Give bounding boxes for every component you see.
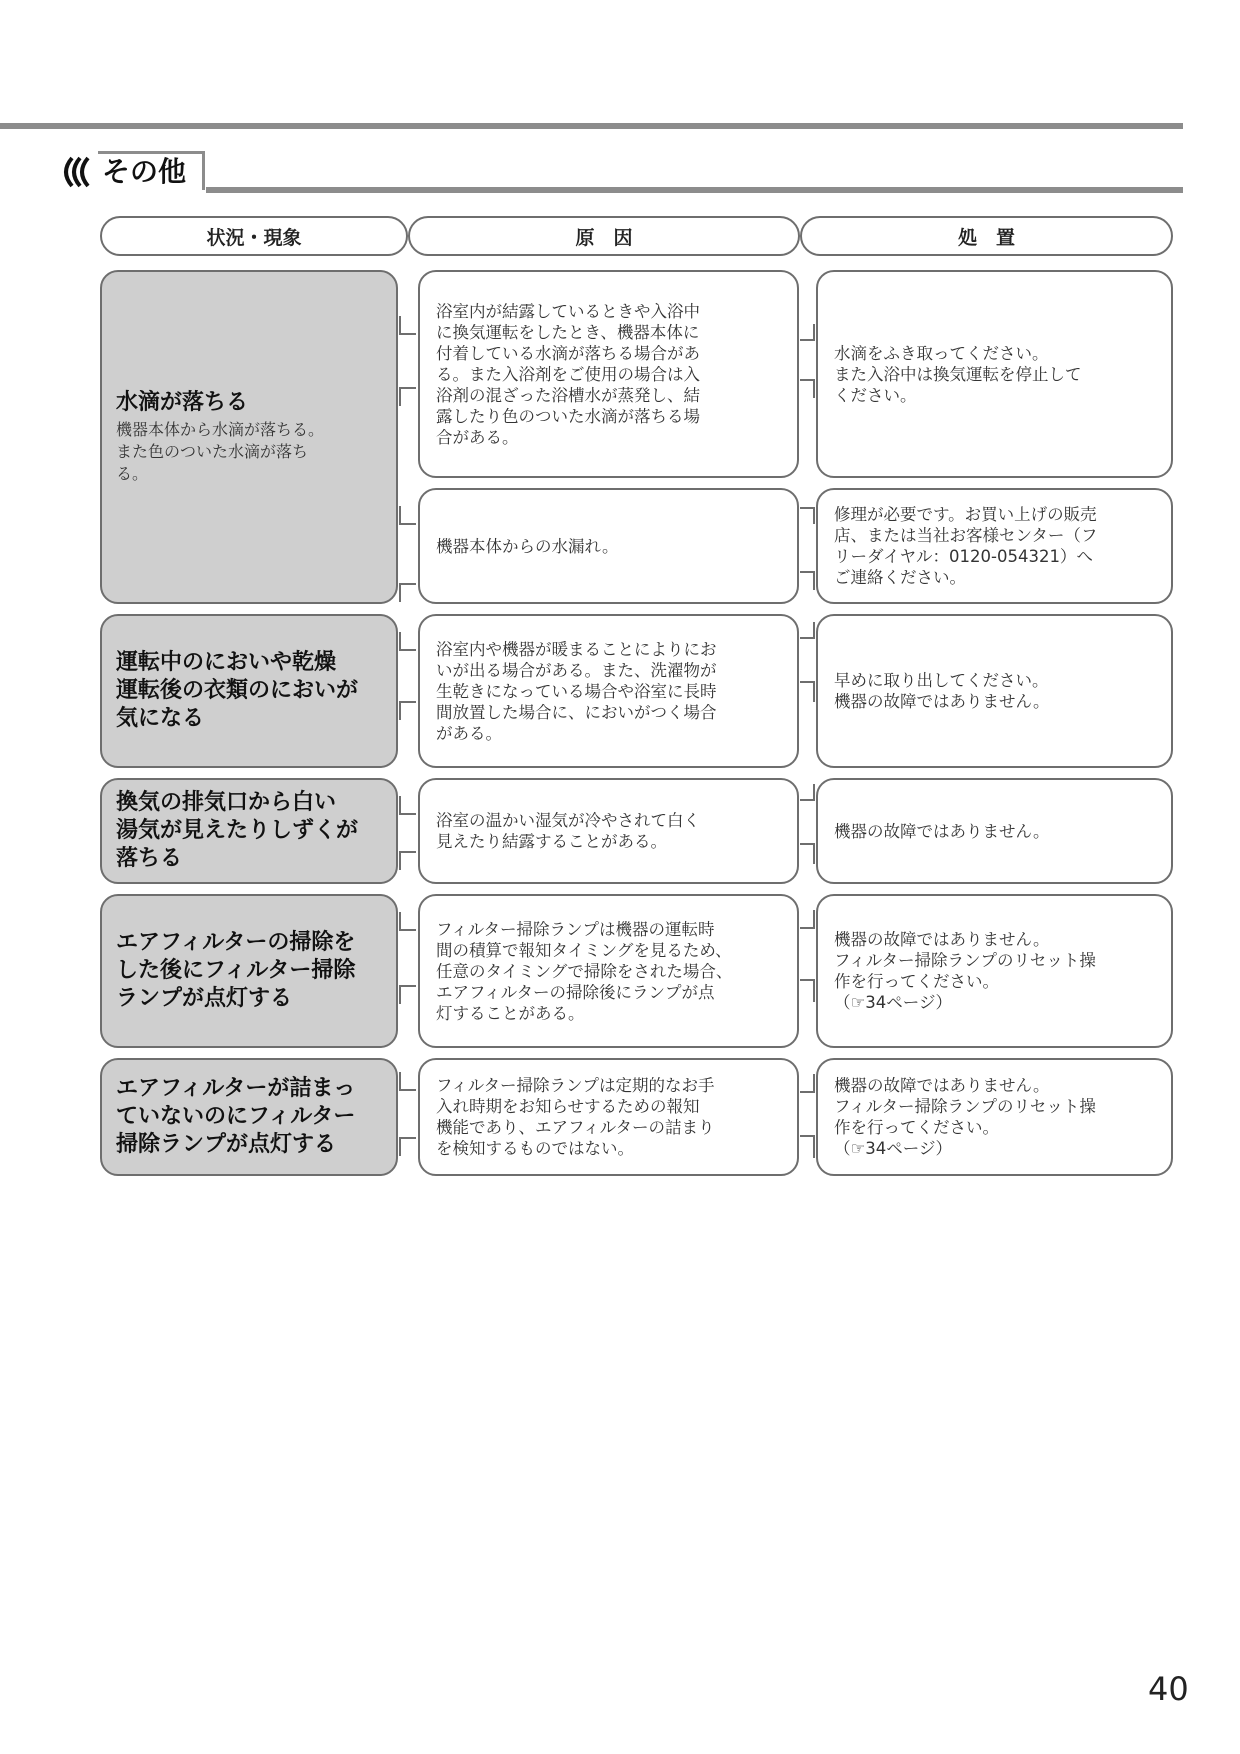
action-cell: 修理が必要です。お買い上げの販売 店、または当社お客様センター（フ リーダイヤル：0120-054321）へ ご連絡ください。 (816, 488, 1173, 604)
action-cell: 機器の故障ではありません。 フィルター掃除ランプのリセット操 作を行ってください。 （☞34ページ） (816, 1058, 1173, 1176)
header-cause: 原 因 (408, 216, 800, 256)
symptom-filter-lamp-after-cleaning (100, 894, 398, 1048)
cause-cell: フィルター掃除ランプは定期的なお手 入れ時期をお知らせするための報知 機能であり、エアフィルターの詰まり を検知するものではない。 (418, 1058, 799, 1176)
cause-cell: 浴室内が結露しているときや入浴中 に換気運転をしたとき、機器本体に 付着している水滴が落ちる場合があ る。また入浴剤をご使用の場合は入 浴剤の混ざった浴槽水が蒸発し、結 露したり色のついた水滴が落ちる場 合がある。 (418, 270, 799, 478)
header-symptom: 状況・現象 (100, 216, 408, 256)
section-rule (206, 187, 1183, 193)
cause-cell: 機器本体からの水漏れ。 (418, 488, 799, 604)
connector-brackets-right (798, 260, 818, 1190)
cause-cell: 浴室の温かい湿気が冷やされて白く 見えたり結露することがある。 (418, 778, 799, 884)
symptom-title: 水滴が落ちる (116, 390, 249, 415)
action-cell: 機器の故障ではありません。 フィルター掃除ランプのリセット操 作を行ってください。 （☞34ページ） (816, 894, 1173, 1048)
symptom-title: エアフィルターが詰まっ ていないのにフィルター 掃除ランプが点灯する (116, 1076, 356, 1157)
cause-cell: フィルター掃除ランプは機器の運転時 間の積算で報知タイミングを見るため、 任意のタイミングで掃除をされた場合、 エアフィルターの掃除後にランプが点 灯することがある。 (418, 894, 799, 1048)
symptom-steam (100, 778, 398, 884)
page-number: 40 (1148, 1670, 1189, 1708)
symptom-odor (100, 614, 398, 768)
symptom-water-drip (100, 270, 398, 604)
symptom-title: 換気の排気口から白い 湯気が見えたりしずくが 落ちる (116, 790, 359, 871)
symptom-detail: 機器本体から水滴が落ちる。 また色のついた水滴が落ち る。 (116, 420, 325, 483)
action-cell: 機器の故障ではありません。 (816, 778, 1173, 884)
section-title: その他 (98, 151, 205, 190)
top-rule (0, 123, 1183, 129)
connector-brackets-left (398, 260, 418, 1190)
section-mark-icon (58, 154, 98, 190)
section-header (58, 152, 205, 190)
header-action: 処 置 (800, 216, 1173, 256)
symptom-filter-lamp-not-clogged (100, 1058, 398, 1176)
symptom-title: 運転中のにおいや乾燥 運転後の衣類のにおいが 気になる (116, 650, 359, 731)
cause-cell: 浴室内や機器が暖まることによりにお いが出る場合がある。また、洗濯物が 生乾きになっている場合や浴室に長時 間放置した場合に、においがつく場合 がある。 (418, 614, 799, 768)
action-cell: 早めに取り出してください。 機器の故障ではありません。 (816, 614, 1173, 768)
action-cell: 水滴をふき取ってください。 また入浴中は換気運転を停止して ください。 (816, 270, 1173, 478)
symptom-title: エアフィルターの掃除を した後にフィルター掃除 ランプが点灯する (116, 930, 356, 1011)
